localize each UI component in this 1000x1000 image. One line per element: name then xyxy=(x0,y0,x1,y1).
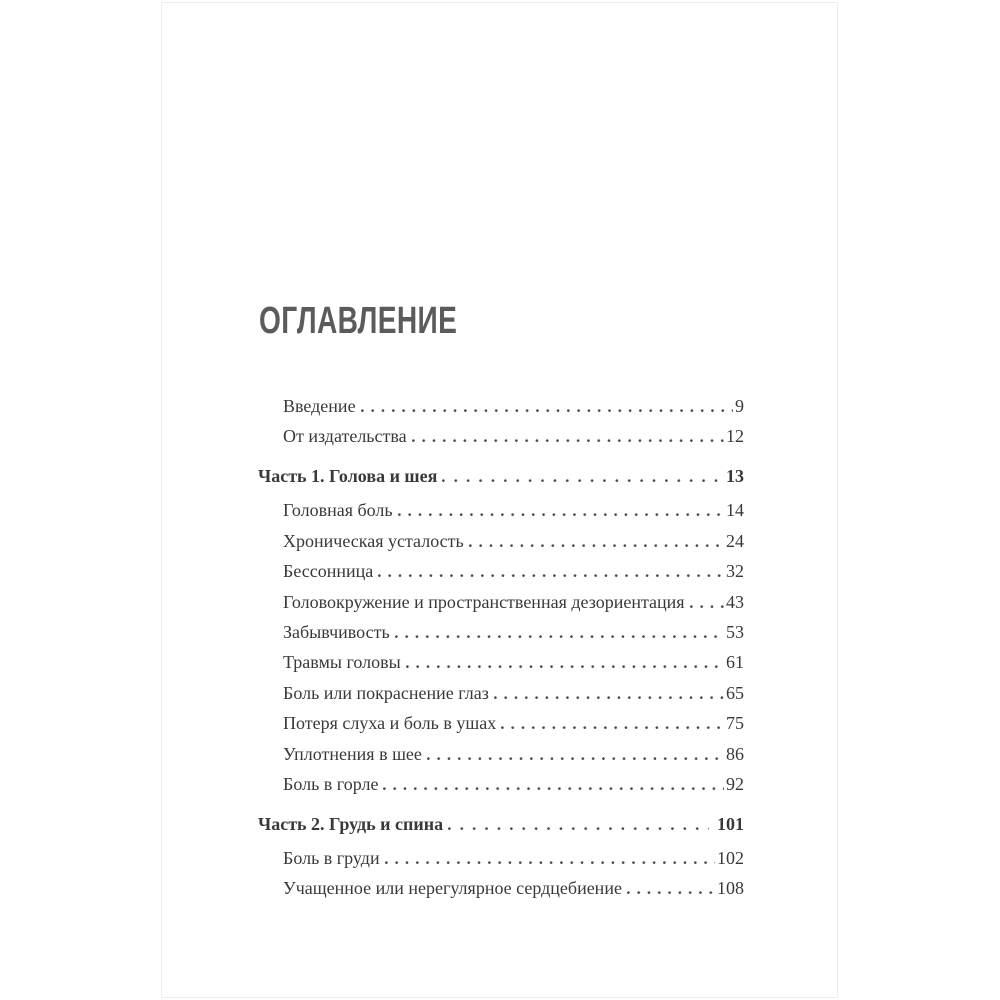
toc-entry-page-number: 65 xyxy=(726,682,744,703)
toc-entry xyxy=(258,426,744,447)
toc-entry-page-number: 14 xyxy=(726,500,744,521)
dot-leader xyxy=(448,827,709,830)
book-page xyxy=(161,2,838,998)
dot-leader xyxy=(427,757,724,760)
dot-leader xyxy=(361,409,733,412)
toc-entry-page-number: 53 xyxy=(726,621,744,642)
toc-entry-label: Травмы головы xyxy=(283,652,401,673)
toc-entry-label: Боль в горле xyxy=(283,773,379,794)
toc-entry-label: Уплотнения в шее xyxy=(283,743,422,764)
toc-entry-label: От издательства xyxy=(283,426,407,447)
toc-entry-page-number: 61 xyxy=(726,652,744,673)
dot-leader xyxy=(442,479,718,482)
toc-entry-page-number: 101 xyxy=(717,813,744,834)
dot-leader xyxy=(501,726,724,729)
dot-leader xyxy=(494,696,724,699)
toc-entry-page-number: 86 xyxy=(726,743,744,764)
dot-leader xyxy=(383,787,724,790)
toc-entry xyxy=(258,466,744,487)
toc-list xyxy=(258,396,744,909)
dot-leader xyxy=(690,605,724,608)
toc-entry xyxy=(258,814,744,835)
toc-title: ОГЛАВЛЕНИЕ xyxy=(259,300,458,342)
toc-entry xyxy=(258,878,744,899)
toc-entry xyxy=(258,622,744,643)
toc-entry xyxy=(258,652,744,673)
toc-entry xyxy=(258,500,744,521)
toc-entry xyxy=(258,744,744,765)
toc-entry-page-number: 102 xyxy=(717,847,744,868)
toc-entry xyxy=(258,683,744,704)
toc-entry-page-number: 13 xyxy=(726,466,744,487)
dot-leader xyxy=(627,891,715,894)
toc-entry-label: Потеря слуха и боль в ушах xyxy=(283,713,497,734)
toc-entry xyxy=(258,848,744,869)
toc-entry-page-number: 92 xyxy=(726,773,744,794)
dot-leader xyxy=(412,439,724,442)
dot-leader xyxy=(406,665,724,668)
toc-entry-page-number: 9 xyxy=(735,396,744,416)
toc-entry-page-number: 24 xyxy=(726,530,744,551)
toc-entry-label: Хроническая усталость xyxy=(283,530,464,551)
toc-entry xyxy=(258,561,744,582)
toc-entry xyxy=(258,713,744,734)
toc-entry-label: Боль в груди xyxy=(283,847,380,868)
toc-entry-page-number: 75 xyxy=(726,713,744,734)
toc-entry-label: Часть 1. Голова и шея xyxy=(258,466,438,487)
toc-entry-label: Головокружение и пространственная дезориентация xyxy=(283,591,685,612)
toc-entry-page-number: 12 xyxy=(726,426,744,447)
toc-entry-page-number: 108 xyxy=(717,878,744,899)
toc-entry xyxy=(258,592,744,613)
toc-entry-label: Введение xyxy=(283,396,356,416)
toc-entry-page-number: 43 xyxy=(726,591,744,612)
toc-entry-label: Боль или покраснение глаз xyxy=(283,682,489,703)
dot-leader xyxy=(398,513,724,516)
toc-entry xyxy=(258,531,744,552)
dot-leader xyxy=(395,635,724,638)
toc-entry xyxy=(258,396,744,417)
toc-entry-label: Бессонница xyxy=(283,561,374,582)
toc-entry-label: Забывчивость xyxy=(283,621,390,642)
dot-leader xyxy=(469,544,724,547)
toc-entry xyxy=(258,774,744,795)
toc-entry-label: Часть 2. Грудь и спина xyxy=(258,813,444,834)
toc-entry-page-number: 32 xyxy=(726,561,744,582)
dot-leader xyxy=(385,861,715,864)
dot-leader xyxy=(378,574,724,577)
toc-entry-label: Учащенное или нерегулярное сердцебиение xyxy=(283,878,622,899)
toc-entry-label: Головная боль xyxy=(283,500,393,521)
